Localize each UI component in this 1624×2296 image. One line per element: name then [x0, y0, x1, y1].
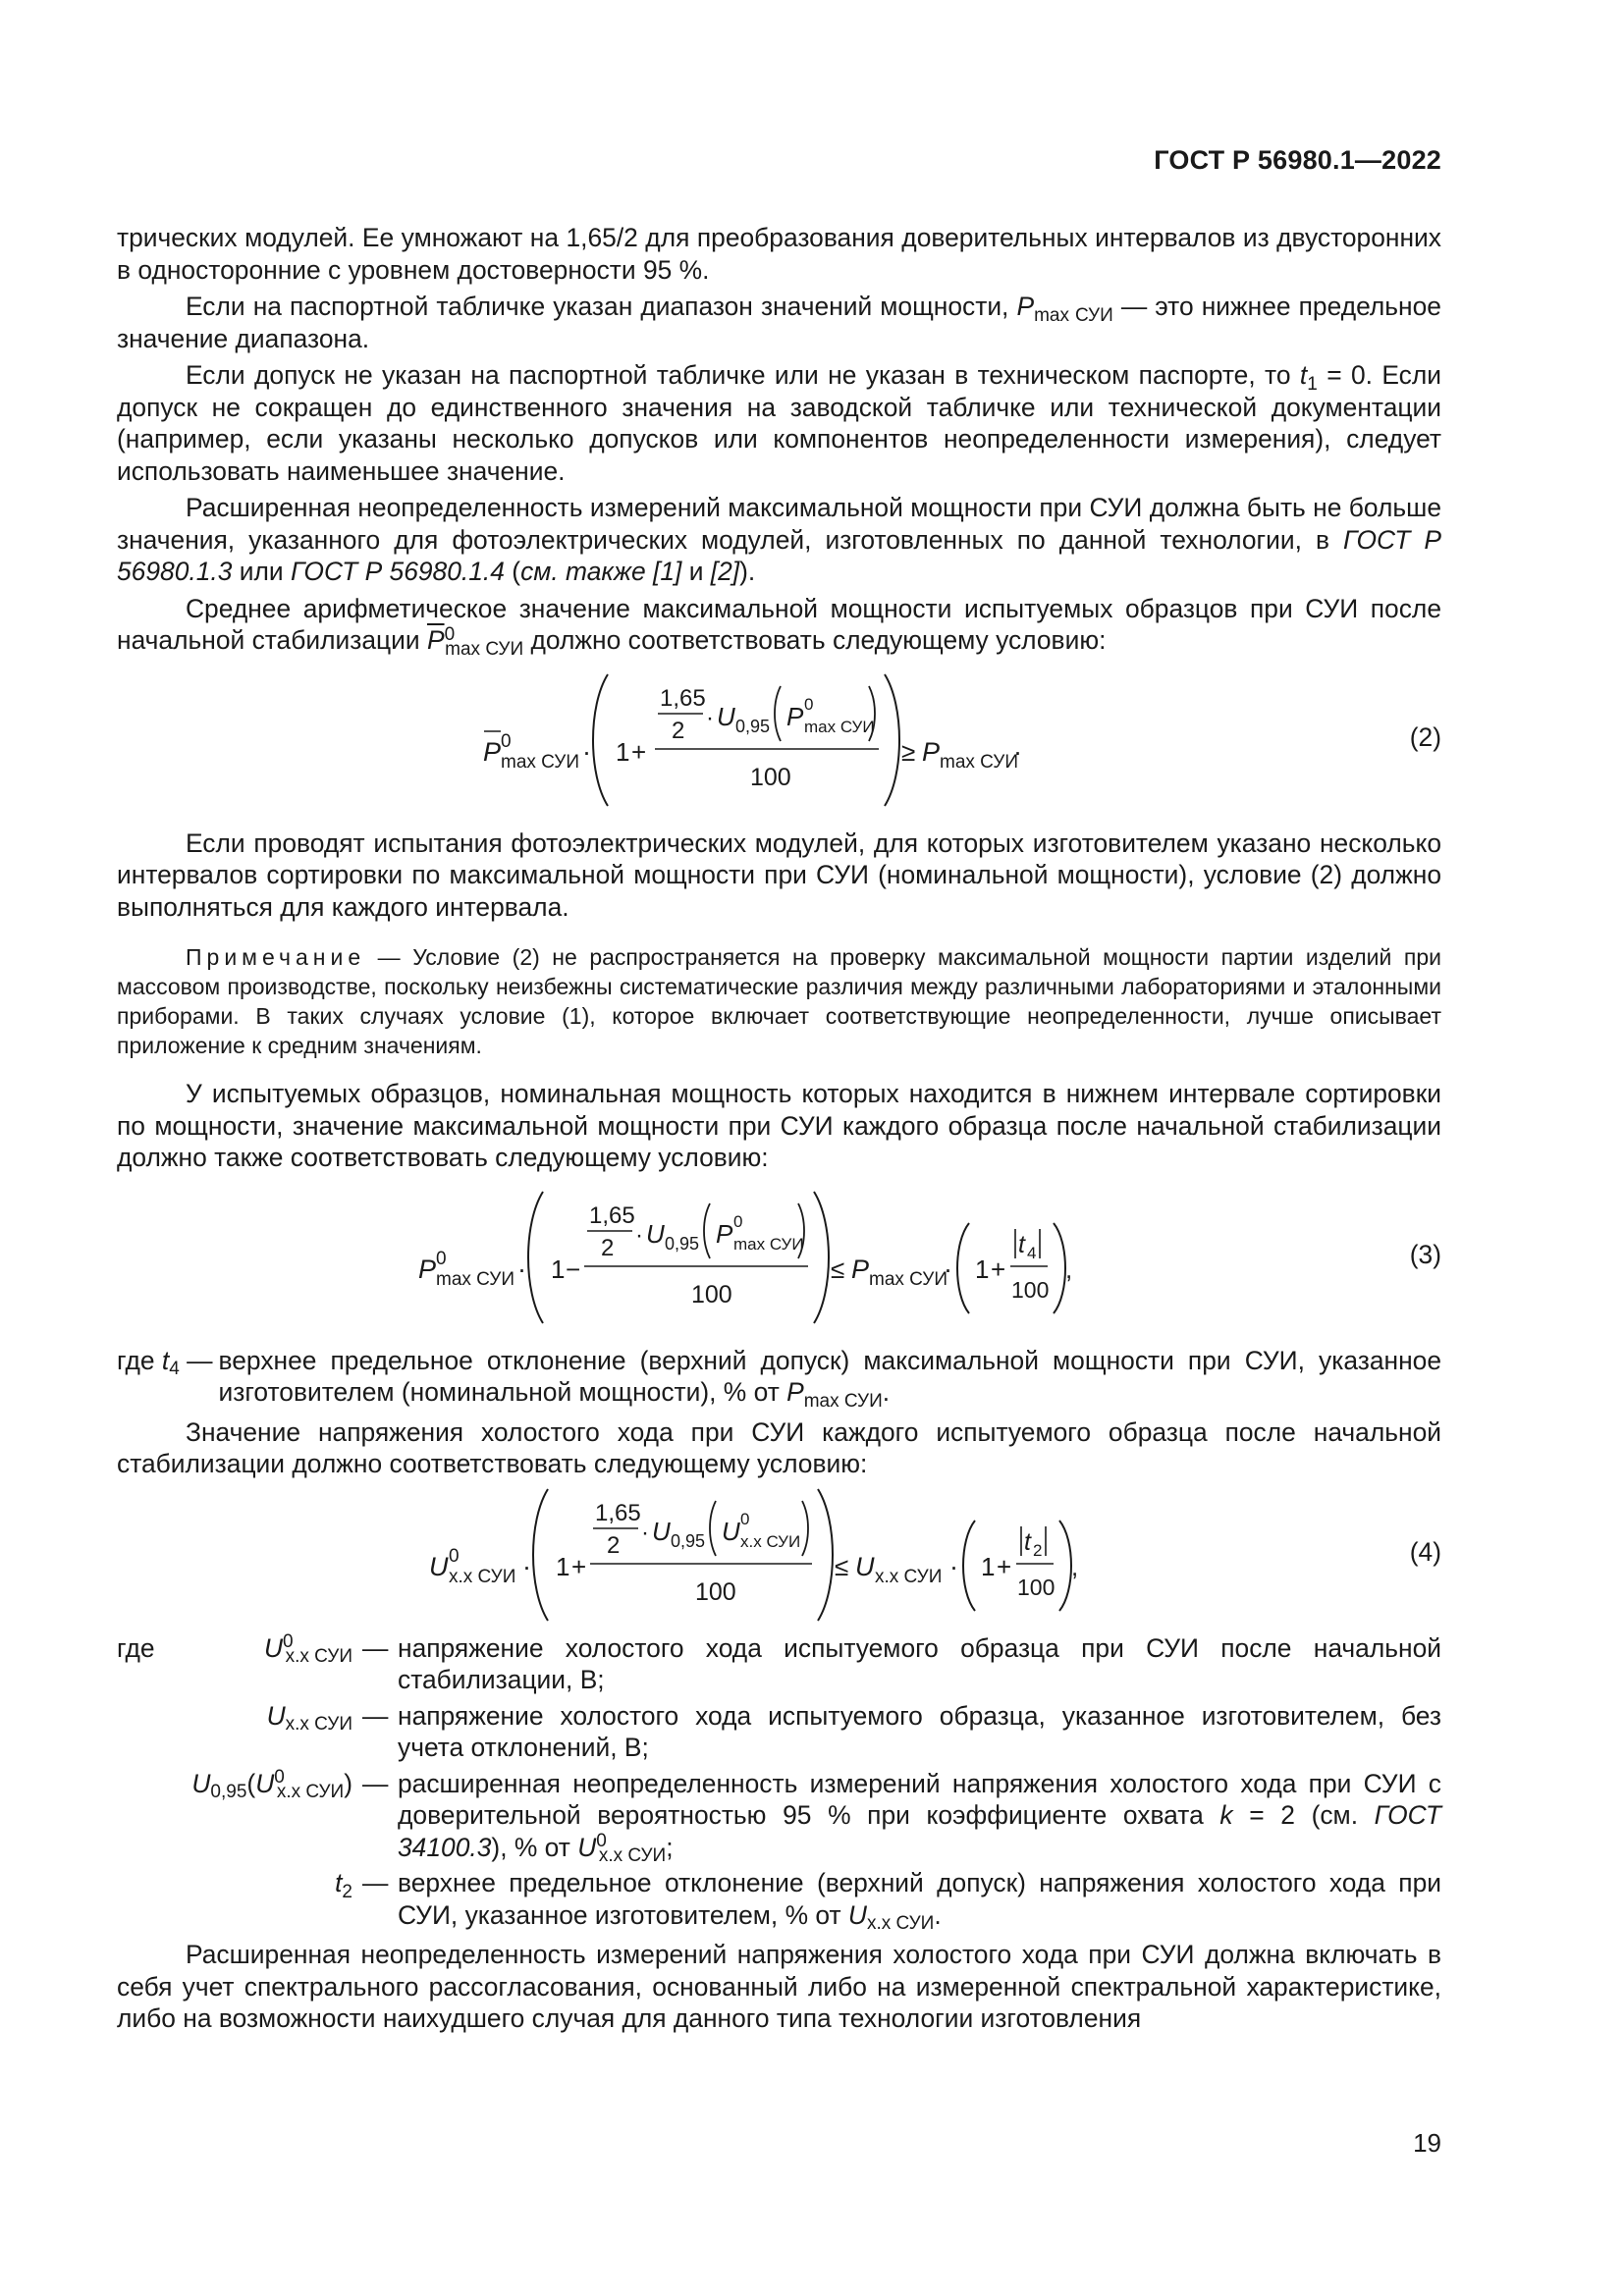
svg-text:+: +: [571, 1551, 587, 1581]
svg-text:max СУИ: max СУИ: [733, 1234, 804, 1254]
svg-text:P: P: [483, 736, 502, 767]
svg-text:1: 1: [551, 1254, 566, 1284]
svg-text:1: 1: [981, 1551, 996, 1581]
svg-text:0: 0: [449, 1545, 460, 1567]
paragraph-8: Значение напряжения холостого хода при СУИ каждого испытуемого образца после начальной стабилизации должно соответствовать следующему условию:: [117, 1416, 1441, 1478]
paragraph-9: Расширенная неопределенность измерений напряжения холостого хода при СУИ должна включать в себя учет спектрального рассогласования, основанный либо на измеренной спектральной характеристике, либо на возможности наихудшего случая для данного типа технологии изготовления: [117, 1940, 1441, 2033]
svg-text:U: U: [722, 1516, 740, 1546]
reference-gost-1-3: ГОСТ Р 56980.1.3: [117, 524, 1441, 586]
svg-text:1: 1: [556, 1551, 570, 1581]
equation-4-formula: [117, 1485, 1441, 1632]
svg-text:·: ·: [706, 704, 714, 731]
equation-3-formula: [117, 1184, 1441, 1331]
definition-uxx: $U_{х.х СУИ}$ — напряжение холостого хода испытуемого образца, указанное изготовителем, без учета отклонений, В;: [117, 1700, 1441, 1764]
paragraph-1: трических модулей. Ее умножают на 1,65/2 для преобразования доверительных интервалов из двусторонних в односторонние с уровнем достоверности 95 %.: [117, 223, 1441, 285]
svg-text:P: P: [851, 1254, 870, 1284]
equation-2: [117, 667, 1441, 814]
svg-text:2: 2: [607, 1531, 621, 1559]
svg-text:P: P: [922, 736, 941, 767]
svg-text:+: +: [997, 1551, 1012, 1581]
paragraph-2: Если на паспортной табличке указан диапазон значений мощности, $P_{max СУИ}$ — это нижнее предельное значение диапазона.: [117, 292, 1441, 353]
svg-text:t: t: [1024, 1527, 1031, 1556]
equation-4: [117, 1485, 1441, 1623]
svg-text:max СУИ: max СУИ: [869, 1268, 947, 1290]
definition-u095-text: расширенная неопределенность измерений напряжения холостого хода при СУИ с доверительной вероятностью 95 % при коэффициенте охвата k = 2 (см. ГОСТ 34100.3), % от $U^0_{х.х СУИ}$;: [398, 1768, 1441, 1867]
definition-t4-symbol: где $t_4$ —: [117, 1345, 213, 1380]
svg-text:≥: ≥: [901, 736, 916, 767]
svg-text:max СУИ: max СУИ: [436, 1268, 514, 1290]
svg-text:0,95: 0,95: [735, 716, 771, 736]
svg-text:U: U: [429, 1551, 449, 1581]
page-number: 19: [1413, 2128, 1441, 2158]
svg-text:100: 100: [691, 1280, 732, 1308]
svg-text:100: 100: [1011, 1276, 1050, 1303]
svg-text:2: 2: [672, 717, 685, 744]
svg-text:0,95: 0,95: [665, 1233, 700, 1254]
svg-text:·: ·: [944, 1254, 952, 1284]
equation-4-number: (4): [1409, 1536, 1441, 1567]
svg-text:0: 0: [740, 1509, 750, 1528]
where-t4: [117, 1345, 1441, 1412]
svg-text:max СУИ: max СУИ: [804, 717, 875, 736]
svg-text:·: ·: [635, 1221, 643, 1249]
svg-text:0: 0: [436, 1248, 447, 1269]
svg-text:100: 100: [750, 763, 791, 791]
svg-text:max СУИ: max СУИ: [940, 751, 1018, 773]
svg-text:0: 0: [733, 1211, 743, 1231]
definition-u095-symbol: $U_{0,95}(U^0_{х.х СУИ})$: [191, 1767, 352, 1803]
svg-text:2: 2: [1033, 1540, 1043, 1560]
svg-text:≤: ≤: [831, 1254, 845, 1284]
paragraph-7: У испытуемых образцов, номинальная мощность которых находится в нижнем интервале сортировки по мощности, значение максимальной мощности при СУИ каждого образца после начальной стабилизации должно также соответствовать следующему условию:: [117, 1079, 1441, 1172]
svg-text:·: ·: [522, 1551, 531, 1581]
svg-text:+: +: [991, 1254, 1006, 1284]
svg-text:U: U: [646, 1218, 665, 1249]
svg-text:·: ·: [582, 736, 591, 767]
svg-text:2: 2: [601, 1234, 615, 1261]
document-header: ГОСТ Р 56980.1—2022: [1154, 145, 1441, 175]
note: Примечание — Условие (2) не распространяется на проверку максимальной мощности партии изделий при массовом производстве, поскольку неизбежны систематические различия между различными лабораториями и эталонными приборами. В таких случаях условие (1), которое включает соответствующие неопределенности, лучше описывает приложение к средним значениям.: [117, 944, 1441, 1058]
paragraph-3: Если допуск не указан на паспортной табличке или не указан в техническом паспорте, то $t_1 = 0$. Если допуск не сокращен до единственного значения на заводской табличке или технической документации (например, если указаны несколько допусков или компонентов неопределенности измерения), следует использовать наименьшее значение.: [117, 360, 1442, 486]
svg-text:max СУИ: max СУИ: [501, 751, 579, 773]
definition-uxx-symbol: $U_{х.х СУИ}$: [266, 1700, 352, 1735]
definition-t4-text: верхнее предельное отклонение (верхний допуск) максимальной мощности при СУИ, указанное изготовителем (номинальной мощности), % от $P_{max СУИ}$.: [218, 1345, 1441, 1412]
svg-text:4: 4: [1027, 1243, 1037, 1262]
where-label: где: [117, 1632, 155, 1663]
svg-text:·: ·: [641, 1519, 649, 1546]
definition-uxx0: где $U^0_{х.х СУИ}$ — напряжение холостого хода испытуемого образца при СУИ после начальной стабилизации, В;: [117, 1631, 1441, 1694]
definition-t4: [117, 1345, 1441, 1412]
svg-text:0: 0: [804, 694, 814, 714]
definition-t2: $t_2$ — верхнее предельное отклонение (верхний допуск) напряжения холостого хода при СУИ, указанное изготовителем, % от $U_{х.х СУИ}$.: [117, 1867, 1441, 1931]
paragraph-6: Если проводят испытания фотоэлектрических модулей, для которых изготовителем указано несколько интервалов сортировки по максимальной мощности при СУИ (номинальной мощности), условие (2) должно выполняться для каждого интервала.: [117, 828, 1441, 922]
svg-text:х.х СУИ: х.х СУИ: [449, 1566, 516, 1587]
reference-gost-1-4: ГОСТ Р 56980.1.4: [290, 557, 505, 586]
definition-t2-text: верхнее предельное отклонение (верхний допуск) напряжения холостого хода при СУИ, указанное изготовителем, % от $U_{х.х СУИ}$.: [398, 1868, 1441, 1935]
svg-text:1,65: 1,65: [595, 1499, 641, 1526]
svg-text:P: P: [418, 1254, 437, 1284]
svg-text:1,65: 1,65: [660, 684, 706, 712]
definition-uxx0-text: напряжение холостого хода испытуемого образца при СУИ после начальной стабилизации, В;: [398, 1632, 1441, 1694]
svg-text:,: ,: [1071, 1551, 1079, 1581]
svg-text:х.х СУИ: х.х СУИ: [740, 1531, 801, 1551]
svg-text:U: U: [652, 1516, 671, 1546]
svg-text:P: P: [786, 701, 804, 731]
definition-t2-symbol: $t_2$: [335, 1868, 352, 1902]
svg-text:х.х СУИ: х.х СУИ: [875, 1566, 943, 1587]
definition-uxx-text: напряжение холостого хода испытуемого образца, указанное изготовителем, без учета отклонений, В;: [398, 1700, 1441, 1762]
svg-text:·: ·: [517, 1254, 526, 1284]
svg-text:,: ,: [1065, 1254, 1073, 1284]
equation-2-formula: [117, 667, 1441, 814]
svg-text:+: +: [631, 736, 647, 767]
svg-text:1: 1: [616, 736, 630, 767]
svg-text:0: 0: [501, 730, 512, 752]
svg-text:100: 100: [1017, 1574, 1056, 1600]
definition-u095: $U_{0,95}(U^0_{х.х СУИ})$ — расширенная неопределенность измерений напряжения холостого хода при СУИ с доверительной вероятностью 95 % при коэффициенте охвата k = 2 (см. ГОСТ 34100.3), % от $U^0_{х.х СУИ}$;: [117, 1768, 1441, 1864]
svg-text:−: −: [566, 1254, 581, 1284]
svg-text:·: ·: [1013, 736, 1022, 767]
svg-text:t: t: [1018, 1230, 1025, 1258]
svg-text:1,65: 1,65: [589, 1201, 635, 1229]
paragraph-5: Среднее арифметическое значение максимальной мощности испытуемых образцов при СУИ после начальной стабилизации $\overline{P}^0_{max СУИ}$ должно соответствовать следующему условию:: [117, 593, 1441, 660]
svg-text:U: U: [717, 701, 735, 731]
note-label: Примечание: [186, 944, 366, 970]
svg-text:P: P: [716, 1218, 733, 1249]
paragraph-4: Расширенная неопределенность измерений максимальной мощности при СУИ должна быть не больше значения, указанного для фотоэлектрических модулей, изготовленных по данной технологии, в ГОСТ Р 56980.1.3 или ГОСТ Р 56980.1.4 (см. также [1] и [2]).: [117, 493, 1441, 586]
equation-3-number: (3): [1409, 1239, 1441, 1269]
svg-text:·: ·: [949, 1551, 958, 1581]
svg-text:100: 100: [695, 1577, 736, 1606]
svg-text:0,95: 0,95: [671, 1530, 706, 1551]
svg-text:≤: ≤: [835, 1551, 849, 1581]
equation-3: [117, 1184, 1441, 1331]
definition-uxx0-symbol: $U^0_{х.х СУИ}$: [263, 1631, 352, 1668]
svg-text:1: 1: [975, 1254, 990, 1284]
equation-2-number: (2): [1409, 721, 1441, 752]
svg-text:U: U: [855, 1551, 875, 1581]
document-body: [117, 222, 1441, 2040]
where-block: [117, 1631, 1441, 1935]
